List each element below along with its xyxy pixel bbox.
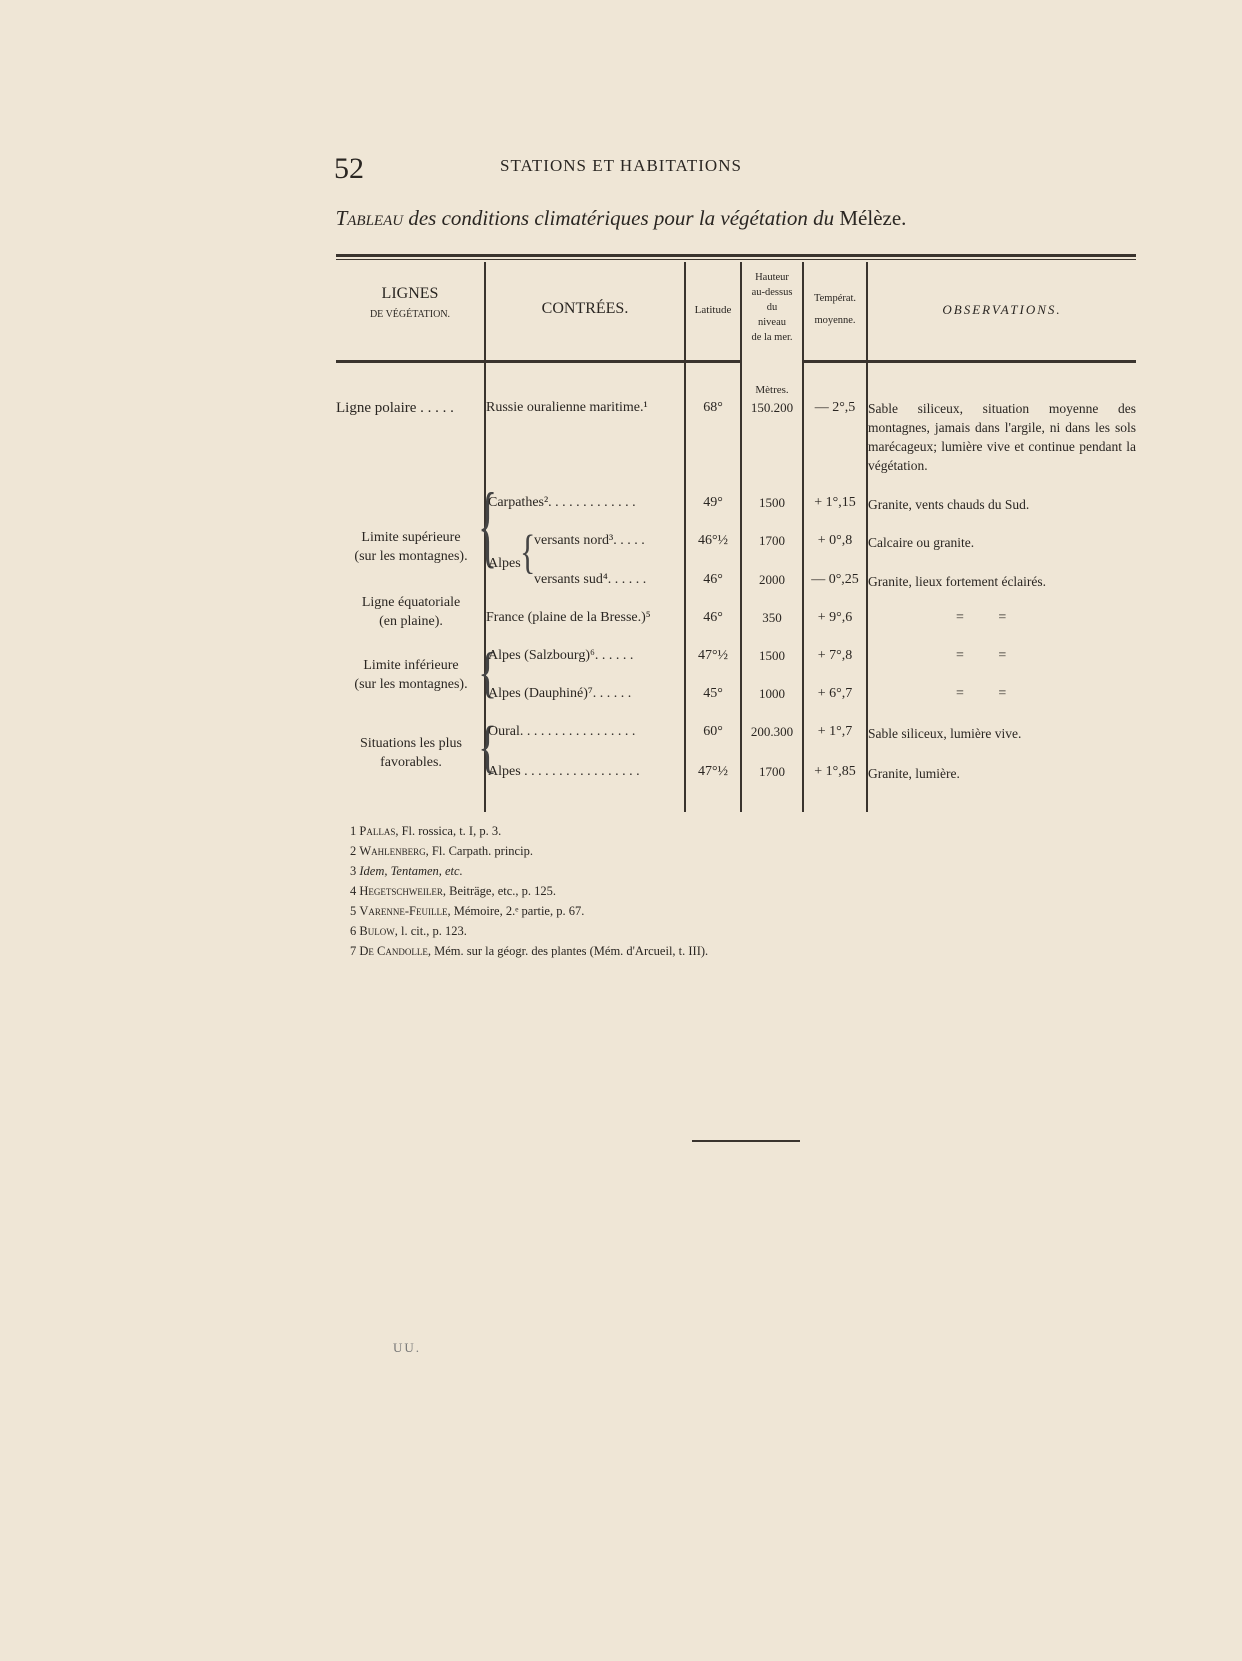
header-contrees: CONTRÉES. <box>541 300 629 317</box>
observation-cell: Calcaire ou granite. <box>868 535 975 550</box>
group-situations-l2: favorables. <box>380 755 442 770</box>
group-limite-inferieure <box>336 656 486 694</box>
country-cell: Carpathes². . . . . . . . . . . . . <box>488 495 636 510</box>
header-hauteur-l1: Hauteur <box>755 272 789 283</box>
observation-cell: Sable siliceux, lumière vive. <box>868 726 1022 741</box>
group-ligne-polaire: Ligne polaire . . . . . <box>336 400 454 416</box>
footnote-author: Hegetschweiler <box>359 884 443 898</box>
country-cell: Russie ouralienne maritime.¹ <box>486 400 648 415</box>
group-ligne-equatoriale <box>336 593 486 631</box>
observation-cell: Granite, lumière. <box>868 766 960 781</box>
footnote-number: 3 <box>350 864 357 878</box>
observation-cell: Granite, vents chauds du Sud. <box>868 497 1030 512</box>
latitude-cell: 60° <box>703 724 723 739</box>
footnote-text: , l. cit., p. 123. <box>394 924 467 938</box>
header-temperature <box>804 288 866 332</box>
footnote-number: 2 <box>350 844 357 858</box>
header-temp-l1: Températ. <box>813 293 857 304</box>
group-limite-superieure <box>336 528 486 566</box>
footnote-text: , Beiträge, etc., p. 125. <box>442 884 557 898</box>
caption-middle: des conditions climatériques pour la végétation du <box>403 206 840 230</box>
header-hauteur-l2: au-dessus <box>751 287 793 298</box>
header-latitude: Latitude <box>694 304 732 316</box>
observation-cell: Sable siliceux, situation moyenne des montagnes, jamais dans l'argile, ni dans les sols marécageux; lumière vive et continue pendant la végétation. <box>868 401 1136 473</box>
altitude-cell: 350 <box>762 610 782 625</box>
header-temp-l2: moyenne. <box>814 315 856 326</box>
header-rule <box>486 360 684 363</box>
latitude-cell: 68° <box>703 400 723 415</box>
brace-limite-superieure: { <box>478 473 498 577</box>
table-top-rule-thin <box>336 259 1136 260</box>
altitude-cell: 200.300 <box>750 724 794 739</box>
latitude-cell: 45° <box>703 686 723 701</box>
alpes-group-label: Alpes <box>488 556 521 571</box>
header-lignes-sub: DE VÉGÉTATION. <box>369 309 451 320</box>
temperature-cell: — 2°,5 <box>814 400 856 415</box>
latitude-cell: 46°½ <box>697 533 729 548</box>
footnote <box>350 824 501 839</box>
country-cell: versants nord³. . . . . <box>534 533 645 548</box>
altitude-cell: 2000 <box>759 572 785 587</box>
altitude-cell: 1500 <box>759 648 785 663</box>
temperature-cell: + 1°,85 <box>814 764 856 779</box>
footnote <box>350 944 708 959</box>
altitude-cell: 1700 <box>759 533 785 548</box>
footnote-author: Pallas <box>359 824 396 838</box>
footnote-number: 6 <box>350 924 357 938</box>
header-hauteur-l5: de la mer. <box>751 332 793 343</box>
header-rule <box>804 360 866 363</box>
header-lignes <box>336 285 484 320</box>
page-number: 52 <box>334 152 364 185</box>
group-limite-inferieure-l2: (sur les montagnes). <box>354 677 468 692</box>
header-hauteur-l3: du <box>766 302 778 313</box>
temperature-cell: + 9°,6 <box>817 610 853 625</box>
brace-situations: { <box>478 713 498 779</box>
group-ligne-equatoriale-l1: Ligne équatoriale <box>361 595 461 610</box>
country-cell: Alpes (Dauphiné)⁷. . . . . . <box>488 686 632 701</box>
group-ligne-equatoriale-l2: (en plaine). <box>379 614 443 629</box>
caption-plant: Mélèze. <box>839 206 907 230</box>
group-situations-l1: Situations les plus <box>360 736 462 751</box>
observation-cell: = = <box>956 648 1013 663</box>
altitude-cell: 1500 <box>759 495 785 510</box>
brace-limite-inferieure: { <box>478 640 498 704</box>
header-observations: OBSERVATIONS. <box>942 302 1062 317</box>
signature-mark: UU. <box>393 1340 422 1355</box>
footnote-number: 7 <box>350 944 357 958</box>
footnote-number: 1 <box>350 824 357 838</box>
observation-cell: = = <box>956 686 1013 701</box>
footnote-text: , Mémoire, 2.ᵉ partie, p. 67. <box>447 904 585 918</box>
country-cell: Alpes (Salzbourg)⁶. . . . . . <box>488 648 634 663</box>
temperature-cell: + 1°,7 <box>817 724 853 739</box>
footnote-number: 5 <box>350 904 357 918</box>
country-cell: Oural. . . . . . . . . . . . . . . . . <box>488 724 636 739</box>
latitude-cell: 46° <box>703 610 723 625</box>
header-rule <box>336 360 484 363</box>
altitude-cell: 1700 <box>759 764 785 779</box>
running-head: STATIONS ET HABITATIONS <box>500 156 742 175</box>
observation-cell: Granite, lieux fortement éclairés. <box>868 574 1047 589</box>
footnote-author: Varenne-Feuille <box>359 904 448 918</box>
header-lignes-title: LIGNES <box>381 285 439 302</box>
footnote-text: , Fl. Carpath. princip. <box>425 844 533 858</box>
header-hauteur-l4: niveau <box>758 317 786 328</box>
footnote <box>350 864 463 879</box>
country-cell: France (plaine de la Bresse.)⁵ <box>486 610 651 625</box>
footnote-author: Wahlenberg <box>359 844 426 858</box>
latitude-cell: 46° <box>703 572 723 587</box>
latitude-cell: 49° <box>703 495 723 510</box>
temperature-cell: + 6°,7 <box>817 686 853 701</box>
temperature-cell: + 7°,8 <box>817 648 853 663</box>
header-hauteur <box>742 270 802 345</box>
section-end-rule <box>692 1140 800 1142</box>
group-limite-superieure-l1: Limite supérieure <box>361 530 461 545</box>
footnote-author: De Candolle <box>359 944 428 958</box>
header-rule <box>868 360 1136 363</box>
country-cell: versants sud⁴. . . . . . <box>534 572 647 587</box>
unit-metres: Mètres. <box>755 384 789 396</box>
footnote <box>350 904 584 919</box>
latitude-cell: 47°½ <box>697 764 729 779</box>
observation-cell: = = <box>956 610 1013 625</box>
country-cell: Alpes . . . . . . . . . . . . . . . . . <box>488 764 640 779</box>
footnote-number: 4 <box>350 884 357 898</box>
footnote-text: Idem, Tentamen, etc. <box>359 864 463 878</box>
footnote-text: , Mém. sur la géogr. des plantes (Mém. d'Arcueil, t. III). <box>427 944 709 958</box>
footnote <box>350 884 556 899</box>
brace-alpes: { <box>520 524 536 578</box>
latitude-cell: 47°½ <box>697 648 729 663</box>
temperature-cell: — 0°,25 <box>811 572 859 587</box>
table-top-rule <box>336 254 1136 257</box>
altitude-cell: 1000 <box>759 686 785 701</box>
table-caption <box>0 206 1242 231</box>
temperature-cell: + 0°,8 <box>817 533 853 548</box>
altitude-cell: 150.200 <box>750 400 794 415</box>
group-situations-favorables <box>336 734 486 772</box>
temperature-cell: + 1°,15 <box>814 495 856 510</box>
caption-word: Tableau <box>335 206 404 230</box>
group-limite-inferieure-l1: Limite inférieure <box>363 658 459 673</box>
footnote <box>350 924 467 939</box>
footnote <box>350 844 533 859</box>
header-rule <box>686 360 740 363</box>
footnote-author: Bulow <box>359 924 395 938</box>
footnote-text: , Fl. rossica, t. I, p. 3. <box>395 824 502 838</box>
group-limite-superieure-l2: (sur les montagnes). <box>354 549 468 564</box>
